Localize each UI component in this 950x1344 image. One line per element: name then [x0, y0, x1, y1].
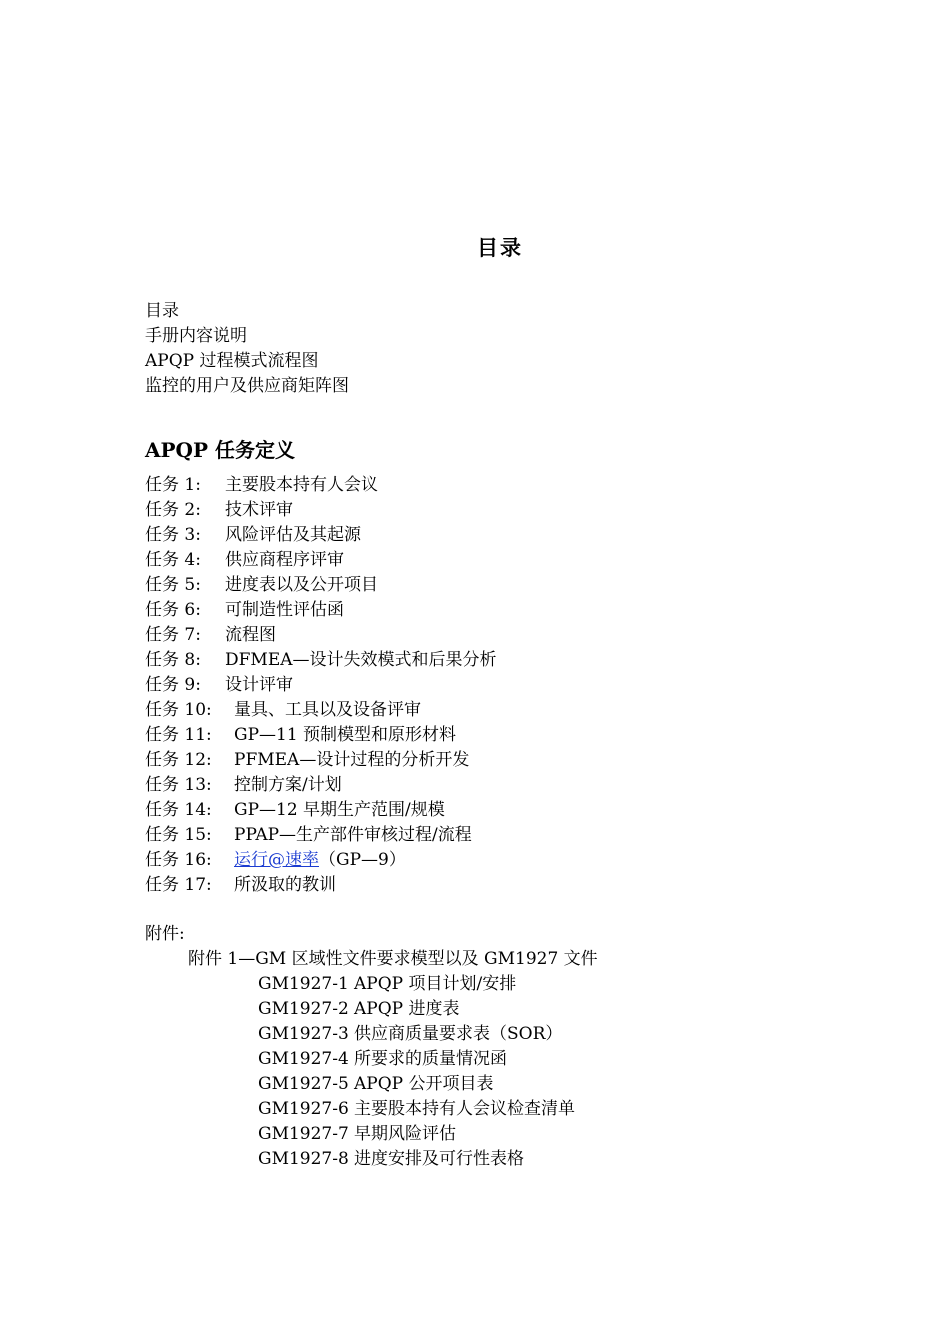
task-text: GP—11 预制模型和原形材料 [234, 725, 457, 745]
task-number: 任务 11: [145, 725, 212, 745]
attachment-item [258, 1147, 575, 1172]
task-text: 控制方案/计划 [234, 775, 342, 795]
attachment-text: APQP 公开项目表 [354, 1074, 494, 1094]
attachment-text: 进度安排及可行性表格 [354, 1149, 524, 1169]
toc-item: APQP 过程模式流程图 [145, 351, 319, 371]
task-number: 任务 5: [145, 575, 201, 595]
attachment-text: 早期风险评估 [354, 1124, 456, 1144]
task-number: 任务 4: [145, 550, 201, 570]
attachment-item [258, 1022, 575, 1047]
task-number: 任务 3: [145, 525, 201, 545]
task-row [145, 848, 497, 873]
task-number: 任务 16: [145, 850, 212, 870]
task-number: 任务 7: [145, 625, 201, 645]
toc-item: 监控的用户及供应商矩阵图 [145, 376, 349, 396]
section-title: APQP 任务定义 [145, 438, 295, 462]
task-number: 任务 9: [145, 675, 201, 695]
attachment-item [258, 1072, 575, 1097]
task-number: 任务 8: [145, 650, 201, 670]
attachment-text: 所要求的质量情况函 [354, 1049, 507, 1069]
attachment-code: GM1927-7 [258, 1124, 349, 1144]
task-number: 任务 6: [145, 600, 201, 620]
task-text: DFMEA—设计失效模式和后果分析 [225, 650, 497, 670]
task-row [145, 723, 497, 748]
task-row [145, 548, 497, 573]
task-row [145, 623, 497, 648]
task-number: 任务 1: [145, 475, 201, 495]
attachment-code: GM1927-6 [258, 1099, 349, 1119]
attachment-code: GM1927-3 [258, 1024, 349, 1044]
attachment-main: 附件 1—GM 区域性文件要求模型以及 GM1927 文件 [188, 949, 598, 969]
task-text: 所汲取的教训 [234, 875, 336, 895]
task-row [145, 673, 497, 698]
task-text: 风险评估及其起源 [225, 525, 361, 545]
task-row [145, 773, 497, 798]
attachment-code: GM1927-5 [258, 1074, 349, 1094]
task-row [145, 798, 497, 823]
task-text: 进度表以及公开项目 [225, 575, 378, 595]
task-number: 任务 13: [145, 775, 212, 795]
task-text: PPAP—生产部件审核过程/流程 [234, 825, 472, 845]
attachment-item [258, 1097, 575, 1122]
task-row [145, 823, 497, 848]
run-at-rate-link[interactable]: 运行@速率 [234, 850, 319, 870]
task-number: 任务 17: [145, 875, 212, 895]
task-text: 主要股本持有人会议 [225, 475, 378, 495]
toc-item: 手册内容说明 [145, 326, 247, 346]
attachment-text: APQP 项目计划/安排 [354, 974, 517, 994]
attachment-list [258, 972, 575, 1172]
task-text: （GP—9） [319, 850, 406, 870]
attachment-item [258, 1122, 575, 1147]
task-text: PFMEA—设计过程的分析开发 [234, 750, 470, 770]
task-row [145, 473, 497, 498]
task-row [145, 873, 497, 898]
task-text: GP—12 早期生产范围/规模 [234, 800, 445, 820]
attachment-code: GM1927-8 [258, 1149, 349, 1169]
attachment-text: 供应商质量要求表（SOR） [354, 1024, 563, 1044]
task-text: 供应商程序评审 [225, 550, 344, 570]
attachment-item [258, 972, 575, 997]
task-number: 任务 10: [145, 700, 212, 720]
page-title: 目录 [477, 235, 523, 260]
task-row [145, 648, 497, 673]
attachment-code: GM1927-4 [258, 1049, 349, 1069]
task-row [145, 523, 497, 548]
task-text: 技术评审 [225, 500, 293, 520]
task-number: 任务 2: [145, 500, 201, 520]
task-number: 任务 12: [145, 750, 212, 770]
task-text: 流程图 [225, 625, 276, 645]
toc-item: 目录 [145, 301, 179, 321]
task-row [145, 748, 497, 773]
task-row [145, 573, 497, 598]
task-text: 设计评审 [225, 675, 293, 695]
attachment-text: APQP 进度表 [354, 999, 460, 1019]
attachment-text: 主要股本持有人会议检查清单 [354, 1099, 575, 1119]
attachments-heading: 附件: [145, 924, 185, 944]
task-list [145, 473, 497, 898]
attachment-code: GM1927-1 [258, 974, 349, 994]
task-number: 任务 15: [145, 825, 212, 845]
attachment-item [258, 997, 575, 1022]
task-number: 任务 14: [145, 800, 212, 820]
attachment-code: GM1927-2 [258, 999, 349, 1019]
task-row [145, 698, 497, 723]
task-text: 量具、工具以及设备评审 [234, 700, 421, 720]
attachment-item [258, 1047, 575, 1072]
task-row [145, 598, 497, 623]
task-text: 可制造性评估函 [225, 600, 344, 620]
task-row [145, 498, 497, 523]
